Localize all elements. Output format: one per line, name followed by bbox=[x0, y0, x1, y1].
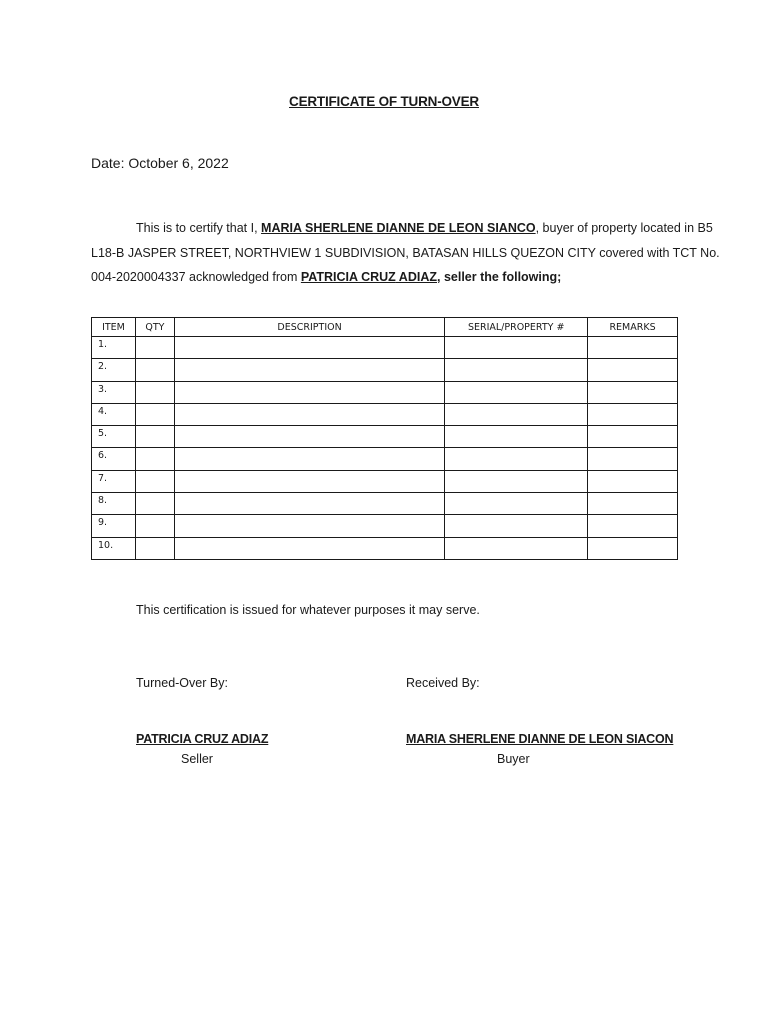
turned-over-by-label: Turned-Over By: bbox=[136, 676, 228, 690]
item-cell: 8. bbox=[92, 493, 136, 515]
header-item: ITEM bbox=[92, 318, 136, 337]
table-row bbox=[92, 426, 678, 448]
closing-statement: This certification is issued for whatever purposes it may serve. bbox=[136, 603, 480, 617]
remarks-cell bbox=[588, 381, 678, 403]
certification-line-3 bbox=[91, 270, 681, 284]
item-cell: 3. bbox=[92, 381, 136, 403]
certify-prefix: This is to certify that I, bbox=[136, 221, 262, 235]
turnover-items-table bbox=[91, 317, 678, 560]
description-cell bbox=[174, 403, 444, 425]
table-row bbox=[92, 448, 678, 470]
document-title: CERTIFICATE OF TURN-OVER bbox=[289, 94, 479, 109]
header-description: DESCRIPTION bbox=[174, 318, 444, 337]
remarks-cell bbox=[588, 470, 678, 492]
qty-cell bbox=[135, 337, 174, 359]
table-row bbox=[92, 515, 678, 537]
description-cell bbox=[174, 493, 444, 515]
qty-cell bbox=[135, 448, 174, 470]
description-cell bbox=[174, 470, 444, 492]
remarks-cell bbox=[588, 515, 678, 537]
description-cell bbox=[174, 515, 444, 537]
buyer-name: MARIA SHERLENE DIANNE DE LEON SIANCO bbox=[261, 221, 536, 235]
serial-cell bbox=[445, 537, 588, 559]
acknowledge-prefix: 004-2020004337 acknowledged from bbox=[91, 270, 301, 284]
remarks-cell bbox=[588, 448, 678, 470]
remarks-cell bbox=[588, 426, 678, 448]
table-row bbox=[92, 470, 678, 492]
serial-cell bbox=[445, 448, 588, 470]
qty-cell bbox=[135, 426, 174, 448]
table-row bbox=[92, 403, 678, 425]
header-serial: SERIAL/PROPERTY # bbox=[445, 318, 588, 337]
description-cell bbox=[174, 359, 444, 381]
certification-line-1 bbox=[136, 221, 726, 235]
qty-cell bbox=[135, 403, 174, 425]
item-cell: 7. bbox=[92, 470, 136, 492]
serial-cell bbox=[445, 515, 588, 537]
serial-cell bbox=[445, 493, 588, 515]
seller-role: Seller bbox=[181, 752, 213, 766]
item-cell: 2. bbox=[92, 359, 136, 381]
remarks-cell bbox=[588, 403, 678, 425]
table-row bbox=[92, 493, 678, 515]
serial-cell bbox=[445, 403, 588, 425]
buyer-role: Buyer bbox=[497, 752, 530, 766]
certification-line-2: L18-B JASPER STREET, NORTHVIEW 1 SUBDIVISION, BATASAN HILLS QUEZON CITY covered with TCT No. bbox=[91, 246, 720, 260]
serial-cell bbox=[445, 359, 588, 381]
remarks-cell bbox=[588, 359, 678, 381]
qty-cell bbox=[135, 359, 174, 381]
table-row bbox=[92, 537, 678, 559]
description-cell bbox=[174, 381, 444, 403]
description-cell bbox=[174, 448, 444, 470]
item-cell: 6. bbox=[92, 448, 136, 470]
received-by-label: Received By: bbox=[406, 676, 480, 690]
qty-cell bbox=[135, 515, 174, 537]
description-cell bbox=[174, 337, 444, 359]
description-cell bbox=[174, 426, 444, 448]
header-remarks: REMARKS bbox=[588, 318, 678, 337]
serial-cell bbox=[445, 381, 588, 403]
remarks-cell bbox=[588, 537, 678, 559]
remarks-cell bbox=[588, 493, 678, 515]
item-cell: 9. bbox=[92, 515, 136, 537]
serial-cell bbox=[445, 426, 588, 448]
seller-signature-name: PATRICIA CRUZ ADIAZ bbox=[136, 732, 269, 746]
item-cell: 4. bbox=[92, 403, 136, 425]
item-cell: 1. bbox=[92, 337, 136, 359]
table-row bbox=[92, 359, 678, 381]
header-qty: QTY bbox=[135, 318, 174, 337]
item-cell: 5. bbox=[92, 426, 136, 448]
item-cell: 10. bbox=[92, 537, 136, 559]
table-header-row bbox=[92, 318, 678, 337]
qty-cell bbox=[135, 381, 174, 403]
serial-cell bbox=[445, 470, 588, 492]
buyer-signature-name: MARIA SHERLENE DIANNE DE LEON SIACON bbox=[406, 732, 674, 746]
table-row bbox=[92, 381, 678, 403]
serial-cell bbox=[445, 337, 588, 359]
certify-suffix: , buyer of property located in B5 bbox=[535, 221, 713, 235]
qty-cell bbox=[135, 470, 174, 492]
remarks-cell bbox=[588, 337, 678, 359]
description-cell bbox=[174, 537, 444, 559]
acknowledge-suffix: , seller the following; bbox=[437, 270, 562, 284]
qty-cell bbox=[135, 537, 174, 559]
seller-name-part1: PATRICIA CRUZ bbox=[300, 270, 396, 284]
qty-cell bbox=[135, 493, 174, 515]
seller-name-part2: ADIAZ bbox=[395, 270, 437, 284]
date-line: Date: October 6, 2022 bbox=[91, 155, 229, 171]
table-row bbox=[92, 337, 678, 359]
